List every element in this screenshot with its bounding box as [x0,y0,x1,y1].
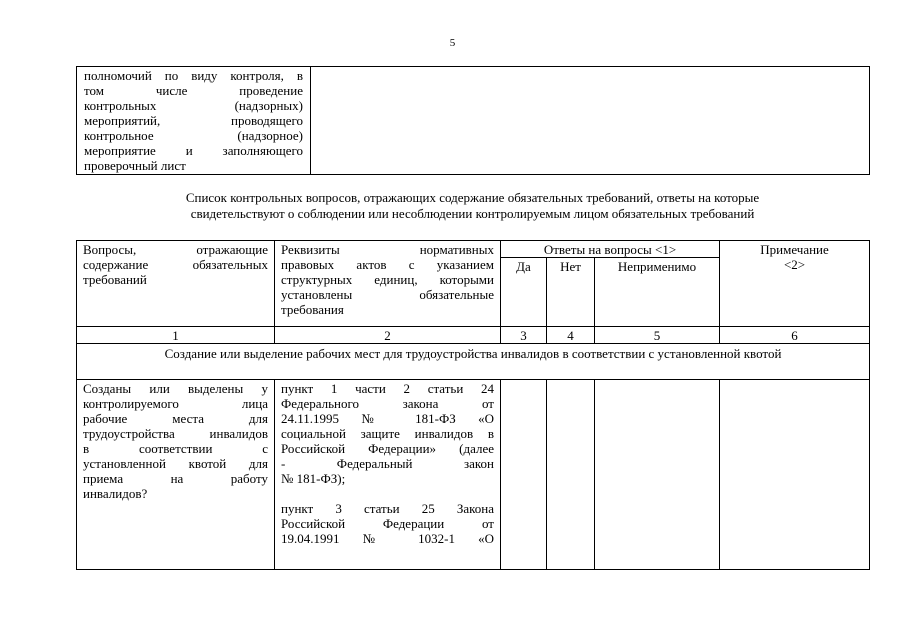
inspector-info-row [77,67,870,175]
question-line: установленной квотой для [83,456,268,471]
column-number: 1 [77,327,275,344]
requisites-line: пункт 3 статьи 25 Закона [281,501,494,516]
inspector-info-line: полномочий по виду контроля, в [84,68,303,83]
requisites-line: Федерального закона от [281,396,494,411]
note-cell[interactable] [720,380,870,570]
question-line: Созданы или выделены у [83,381,268,396]
requisites-line: Российской Федерации от [281,516,494,531]
column-numbers-row [77,327,870,344]
header-note [720,241,870,327]
header-requisites-line: установлены обязательные [281,287,494,302]
column-number: 6 [720,327,870,344]
inspector-info-line: контрольное (надзорное) [84,128,303,143]
column-number: 5 [595,327,720,344]
question-line: инвалидов? [83,486,148,501]
inspector-info-line: мероприятий, проводящего [84,113,303,128]
question-line: рабочие места для [83,411,268,426]
header-questions-line: требований [83,272,147,287]
header-note-line-1: Примечание [760,242,829,257]
inspector-info-line: мероприятие и заполняющего [84,143,303,158]
header-no: Нет [547,258,595,327]
header-yes: Да [501,258,547,327]
question-cell [77,380,275,570]
requisites-line: Российской Федерации» (далее [281,441,494,456]
question-line: трудоустройства инвалидов [83,426,268,441]
requisites-line: 19.04.1991 № 1032-1 «О [281,531,494,546]
column-number: 2 [275,327,501,344]
paragraph-gap [281,486,494,501]
header-requisites-line: правовых актов с указанием [281,257,494,272]
inspector-info-label-cell [77,67,311,175]
header-questions-line: содержание обязательных [83,257,268,272]
checklist-caption [76,190,869,222]
checklist-table [76,240,870,570]
header-answers: Ответы на вопросы <1> [501,241,720,258]
answer-not-applicable-cell[interactable] [595,380,720,570]
column-number: 3 [501,327,547,344]
header-not-applicable: Неприменимо [595,258,720,327]
checklist-caption-line-2: свидетельствуют о соблюдении или несоблюдении контролируемым лицом обязательных требований [190,206,755,221]
header-requisites-line: структурных единиц, которыми [281,272,494,287]
requisites-line: - Федеральный закон [281,456,494,471]
inspector-info-line: проверочный лист [84,158,186,173]
requisites-line: № 181-ФЗ); [281,471,346,486]
header-row [77,241,870,258]
section-title: Создание или выделение рабочих мест для трудоустройства инвалидов в соответствии с установленной квотой [77,344,870,380]
checklist-caption-line-1: Список контрольных вопросов, отражающих содержание обязательных требований, ответы на которые [185,190,760,205]
header-questions-line: Вопросы, отражающие [83,242,268,257]
requisites-line: 24.11.1995 № 181-ФЗ «О [281,411,494,426]
header-requisites-line: Реквизиты нормативных [281,242,494,257]
section-row [77,344,870,380]
column-number: 4 [547,327,595,344]
answer-yes-cell[interactable] [501,380,547,570]
question-line: контролируемого лица [83,396,268,411]
header-requisites [275,241,501,327]
inspector-info-value-cell [311,67,870,175]
inspector-info-table [76,66,870,175]
requisites-line: социальной защите инвалидов в [281,426,494,441]
question-line: приема на работу [83,471,268,486]
inspector-info-line: контрольных (надзорных) [84,98,303,113]
inspector-info-line: том числе проведение [84,83,303,98]
page-number: 5 [449,37,456,49]
header-requisites-line: требования [281,302,344,317]
question-line: в соответствии с [83,441,268,456]
requisites-cell [275,380,501,570]
table-row [77,380,870,570]
header-note-line-2: <2> [783,257,806,272]
answer-no-cell[interactable] [547,380,595,570]
header-questions [77,241,275,327]
requisites-line: пункт 1 части 2 статьи 24 [281,381,494,396]
